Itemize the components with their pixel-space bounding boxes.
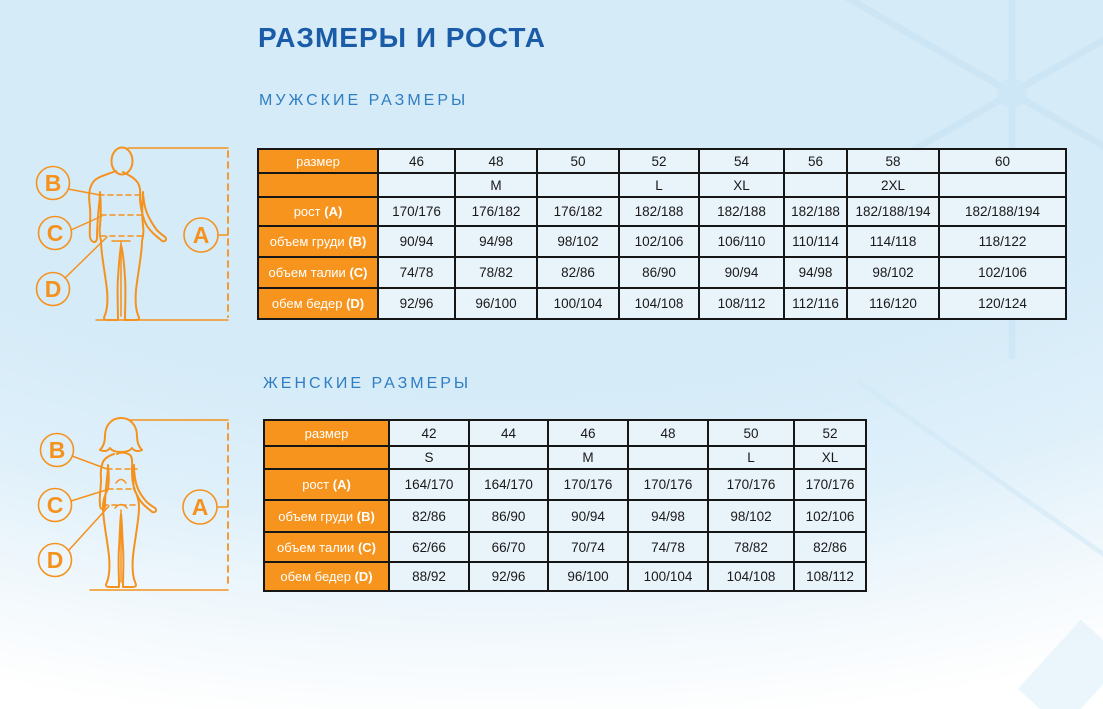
measure-row-label: [264, 469, 389, 500]
size-cell: 46: [548, 420, 628, 446]
measure-value-cell: 100/104: [537, 288, 619, 319]
men-section-heading: МУЖСКИЕ РАЗМЕРЫ: [259, 92, 469, 109]
measure-letter: (C): [349, 265, 368, 280]
measure-value-cell: 182/188/194: [847, 197, 939, 226]
measure-value-cell: 98/102: [847, 257, 939, 288]
measure-label-text: обем бедер: [280, 569, 355, 584]
male-head: [112, 148, 133, 175]
measure-value-cell: 176/182: [455, 197, 537, 226]
size-cell: 48: [455, 149, 537, 173]
letter-size-cell: 2XL: [847, 173, 939, 197]
letter-size-cell: XL: [794, 446, 866, 469]
measure-value-cell: 98/102: [708, 500, 794, 532]
measure-row-label: [264, 500, 389, 532]
figure-label-b: B: [48, 437, 66, 463]
women-sizes-table: [263, 419, 867, 592]
size-cell: 50: [708, 420, 794, 446]
figure-label-c: C: [46, 220, 64, 246]
measure-value-cell: 78/82: [455, 257, 537, 288]
measure-value-cell: 182/188: [699, 197, 784, 226]
measure-letter: (D): [346, 296, 365, 311]
measure-value-cell: 114/118: [847, 226, 939, 257]
letter-size-cell: M: [548, 446, 628, 469]
measure-value-cell: 94/98: [628, 500, 708, 532]
size-cell: 54: [699, 149, 784, 173]
male-body-outline: [89, 171, 166, 320]
measure-value-cell: 94/98: [784, 257, 847, 288]
letter-size-cell: [469, 446, 548, 469]
measure-letter: (B): [348, 234, 367, 249]
measure-value-cell: 90/94: [378, 226, 455, 257]
letter-size-cell: M: [455, 173, 537, 197]
size-cell: 56: [784, 149, 847, 173]
measure-letter: (D): [354, 569, 373, 584]
measure-value-cell: 182/188: [784, 197, 847, 226]
size-cell: 52: [619, 149, 699, 173]
measure-value-cell: 176/182: [537, 197, 619, 226]
size-cell: 42: [389, 420, 469, 446]
size-cell: 50: [537, 149, 619, 173]
back-mark: [116, 480, 126, 484]
measure-value-cell: 182/188/194: [939, 197, 1066, 226]
measure-label-text: рост: [293, 204, 325, 219]
letter-size-cell: [628, 446, 708, 469]
measure-value-cell: 70/74: [548, 532, 628, 562]
measure-label-text: рост: [302, 477, 333, 492]
measure-value-cell: 170/176: [794, 469, 866, 500]
measure-value-cell: 86/90: [619, 257, 699, 288]
connector-b: [68, 189, 100, 195]
measure-row-label: [258, 257, 378, 288]
letter-size-cell: [537, 173, 619, 197]
letter-size-cell: L: [619, 173, 699, 197]
measure-value-cell: 104/108: [619, 288, 699, 319]
measure-value-cell: 102/106: [619, 226, 699, 257]
letter-size-cell: XL: [699, 173, 784, 197]
measure-value-cell: 112/116: [784, 288, 847, 319]
measure-value-cell: 170/176: [628, 469, 708, 500]
measure-value-cell: 98/102: [537, 226, 619, 257]
measure-value-cell: 88/92: [389, 562, 469, 591]
measure-row-label: [258, 288, 378, 319]
letter-row-label: [258, 173, 378, 197]
measure-value-cell: 164/170: [469, 469, 548, 500]
women-section-heading: ЖЕНСКИЕ РАЗМЕРЫ: [263, 375, 472, 392]
measure-letter: (B): [356, 508, 375, 524]
size-row-label: размер: [258, 149, 378, 173]
size-cell: 44: [469, 420, 548, 446]
measure-value-cell: 92/96: [378, 288, 455, 319]
measure-value-cell: 74/78: [378, 257, 455, 288]
figure-label-d: D: [46, 547, 64, 573]
female-body-outline: [100, 453, 156, 587]
measure-value-cell: 106/110: [699, 226, 784, 257]
men-sizes-table: [257, 148, 1067, 320]
connector-d: [69, 506, 109, 550]
measure-label-text: обем бедер: [271, 296, 347, 311]
measure-value-cell: 110/114: [784, 226, 847, 257]
measure-label-text: объем талии: [268, 265, 350, 280]
measure-value-cell: 74/78: [628, 532, 708, 562]
letter-size-cell: S: [389, 446, 469, 469]
measure-value-cell: 108/112: [699, 288, 784, 319]
page-title: РАЗМЕРЫ И РОСТА: [258, 22, 546, 53]
figure-label-d: D: [44, 276, 62, 302]
measure-value-cell: 90/94: [548, 500, 628, 532]
women-body-measurement-diagram: [30, 410, 238, 602]
size-row-label: размер: [264, 420, 389, 446]
measure-value-cell: 78/82: [708, 532, 794, 562]
measure-value-cell: 102/106: [939, 257, 1066, 288]
measure-value-cell: 90/94: [699, 257, 784, 288]
measure-letter: (C): [357, 539, 376, 555]
figure-label-c: C: [46, 492, 64, 518]
measure-value-cell: 102/106: [794, 500, 866, 532]
size-cell: 48: [628, 420, 708, 446]
figure-label-a: A: [191, 494, 209, 520]
measure-value-cell: 82/86: [794, 532, 866, 562]
measure-value-cell: 94/98: [455, 226, 537, 257]
size-cell: 52: [794, 420, 866, 446]
female-head: [100, 418, 142, 452]
figure-label-a: A: [192, 222, 210, 248]
measure-value-cell: 164/170: [389, 469, 469, 500]
measure-value-cell: 96/100: [455, 288, 537, 319]
measure-value-cell: 86/90: [469, 500, 548, 532]
measure-label-text: объем груди: [269, 234, 349, 249]
measure-value-cell: 170/176: [708, 469, 794, 500]
connector-d: [65, 237, 107, 278]
size-cell: 46: [378, 149, 455, 173]
letter-size-cell: [784, 173, 847, 197]
letter-size-cell: [378, 173, 455, 197]
measure-value-cell: 170/176: [548, 469, 628, 500]
measure-value-cell: 66/70: [469, 532, 548, 562]
measure-value-cell: 170/176: [378, 197, 455, 226]
measure-letter: (A): [324, 204, 343, 219]
measure-value-cell: 92/96: [469, 562, 548, 591]
measure-row-label: [264, 562, 389, 591]
letter-size-cell: L: [708, 446, 794, 469]
measure-value-cell: 100/104: [628, 562, 708, 591]
measure-row-label: [264, 532, 389, 562]
size-cell: 58: [847, 149, 939, 173]
figure-label-b: B: [44, 170, 62, 196]
letter-row-label: [264, 446, 389, 469]
measure-value-cell: 120/124: [939, 288, 1066, 319]
letter-size-cell: [939, 173, 1066, 197]
measure-label-text: объем груди: [278, 508, 357, 524]
measure-value-cell: 82/86: [389, 500, 469, 532]
measure-value-cell: 108/112: [794, 562, 866, 591]
size-cell: 60: [939, 149, 1066, 173]
measure-value-cell: 104/108: [708, 562, 794, 591]
measure-letter: (A): [332, 477, 351, 492]
measure-value-cell: 116/120: [847, 288, 939, 319]
measure-value-cell: 62/66: [389, 532, 469, 562]
measure-value-cell: 96/100: [548, 562, 628, 591]
measure-value-cell: 182/188: [619, 197, 699, 226]
measure-row-label: [258, 197, 378, 226]
men-body-measurement-diagram: [30, 142, 238, 328]
measure-value-cell: 118/122: [939, 226, 1066, 257]
measure-label-text: объем талии: [277, 539, 358, 555]
measure-value-cell: 82/86: [537, 257, 619, 288]
measure-row-label: [258, 226, 378, 257]
